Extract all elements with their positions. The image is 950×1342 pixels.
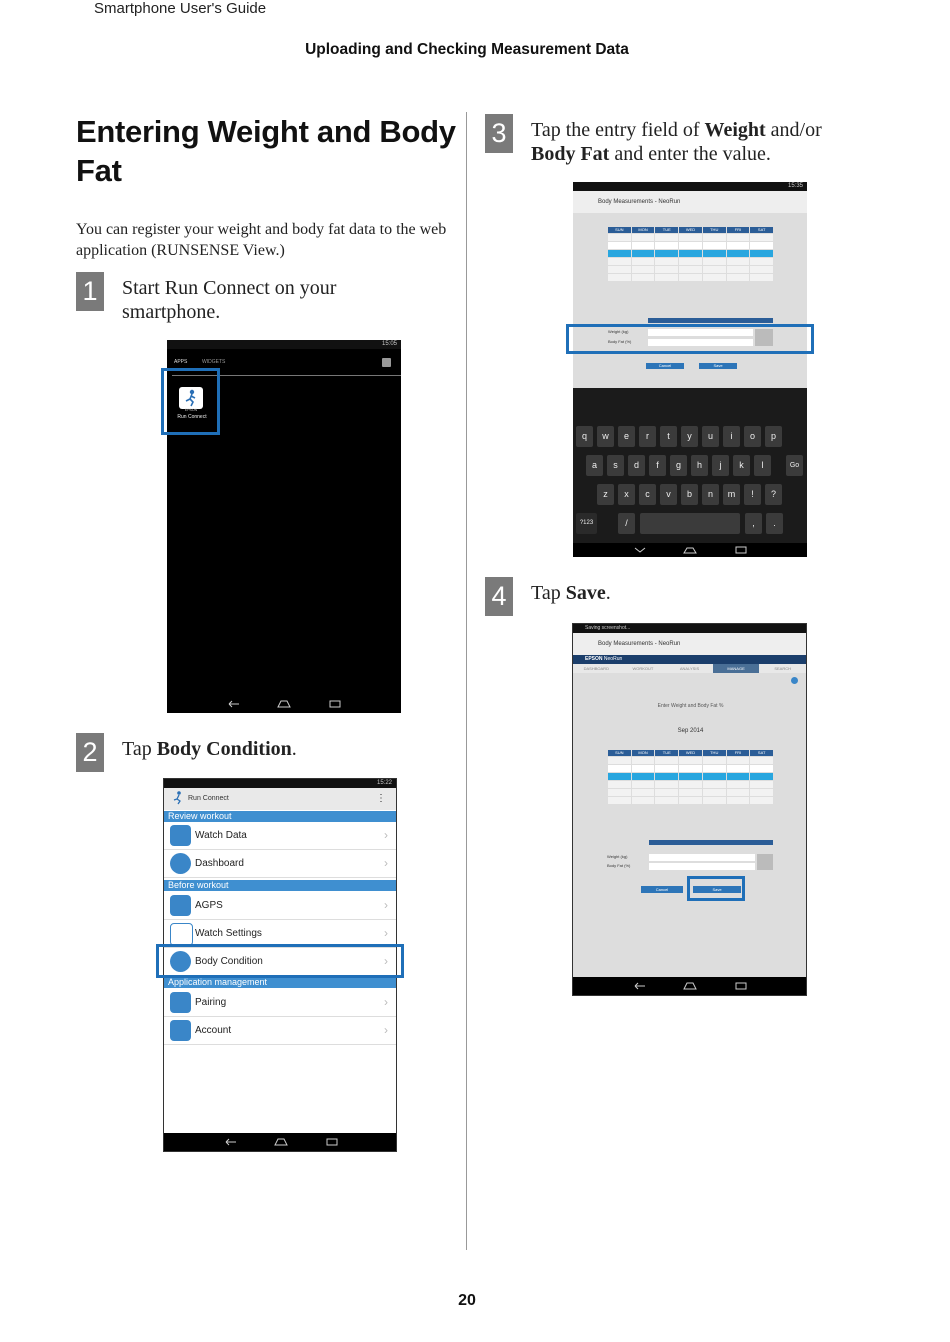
highlight-entry-fields: [566, 324, 814, 354]
running-header-section-title: Uploading and Checking Measurement Data: [305, 41, 629, 58]
calendar-day-header: THU: [703, 227, 726, 233]
key-m[interactable]: m: [723, 484, 740, 505]
highlight-body-condition: [156, 944, 404, 978]
step-3-text-after: and enter the value.: [609, 143, 771, 165]
overflow-menu-icon[interactable]: ⋮: [376, 793, 386, 804]
screenshot-entry-keyboard: [573, 182, 807, 557]
step-1-number: 1: [76, 272, 104, 311]
space-key[interactable]: [640, 513, 740, 534]
status-bar: [573, 182, 807, 191]
chevron-right-icon: ›: [384, 856, 388, 870]
calendar-row-selected: [608, 250, 774, 257]
chevron-right-icon: ›: [384, 1023, 388, 1037]
calendar-row: [608, 797, 774, 804]
menu-item-agps[interactable]: [164, 892, 396, 920]
info-icon[interactable]: [791, 677, 798, 684]
key-k[interactable]: k: [733, 455, 750, 476]
key-z[interactable]: z: [597, 484, 614, 505]
status-time: 15:35: [787, 183, 803, 189]
calendar-day-header: SUN: [608, 227, 631, 233]
step-4-bold: Save: [565, 582, 606, 604]
back-icon[interactable]: [226, 1139, 236, 1145]
site-tab-analysis[interactable]: ANALYSIS: [679, 666, 700, 671]
key-v[interactable]: v: [660, 484, 677, 505]
column-divider: [466, 112, 467, 1250]
section-review-workout: Review workout: [164, 811, 396, 822]
home-icon[interactable]: [278, 701, 290, 707]
entry-heading: Enter Weight and Body Fat %: [657, 703, 724, 709]
menu-item-label: Dashboard: [195, 858, 244, 869]
status-bar: [164, 779, 396, 788]
calendar-day-header: WED: [679, 227, 702, 233]
step-3-number: 3: [485, 114, 513, 153]
highlight-run-connect: [161, 368, 220, 435]
disabled-cells: [757, 854, 773, 870]
home-icon[interactable]: [275, 1139, 287, 1145]
home-icon[interactable]: [684, 983, 696, 989]
calendar-day-header: TUE: [655, 227, 678, 233]
person-icon: [170, 1020, 191, 1041]
key-h[interactable]: h: [691, 455, 708, 476]
calendar-header: [608, 227, 774, 233]
comma-key[interactable]: ,: [745, 513, 762, 534]
slash-key[interactable]: /: [618, 513, 635, 534]
key-a[interactable]: a: [586, 455, 603, 476]
watch-icon: [170, 992, 191, 1013]
key-b[interactable]: b: [681, 484, 698, 505]
keyboard: [573, 388, 807, 557]
calendar-day-header: SAT: [750, 750, 773, 756]
key-i[interactable]: i: [723, 426, 740, 447]
calendar-row: [608, 242, 774, 249]
key-t[interactable]: t: [660, 426, 677, 447]
calendar: [608, 750, 774, 804]
calendar-row: [608, 781, 774, 788]
calendar-day-header: SUN: [608, 750, 631, 756]
step-2-number: 2: [76, 733, 104, 772]
key-?[interactable]: ?: [765, 484, 782, 505]
calendar: [608, 227, 774, 281]
weight-label: [607, 854, 627, 859]
period-key[interactable]: .: [766, 513, 783, 534]
menu-item-label: Watch Data: [195, 830, 247, 841]
calendar-row: [608, 765, 774, 772]
site-tab-workout[interactable]: WORKOUT: [632, 666, 654, 671]
bar-chart-icon: [170, 825, 191, 846]
watch-gear-icon: [170, 923, 193, 946]
menu-item-pairing[interactable]: [164, 989, 396, 1017]
page-number: 20: [458, 1292, 476, 1309]
weight-label-text: Weight: [607, 854, 620, 859]
site-tab-search[interactable]: SEARCH: [774, 666, 791, 671]
calendar-row-selected: [608, 773, 774, 780]
save-button[interactable]: Save: [693, 886, 741, 893]
weight-unit: (kg): [621, 329, 629, 334]
month-label: Sep 2014: [677, 728, 704, 734]
chevron-right-icon: ›: [384, 995, 388, 1009]
recents-icon[interactable]: [327, 1139, 337, 1145]
status-bar: [167, 340, 401, 349]
week-header: [649, 840, 773, 845]
weight-label-text: Weight: [608, 329, 621, 334]
key-x[interactable]: x: [618, 484, 635, 505]
menu-item-label: Body Condition: [195, 956, 263, 967]
recents-icon[interactable]: [736, 983, 746, 989]
bodyfat-input-row[interactable]: [649, 863, 755, 870]
key-y[interactable]: y: [681, 426, 698, 447]
tab-apps[interactable]: APPS: [174, 359, 188, 365]
menu-item-label: AGPS: [195, 900, 223, 911]
nav-bar: [573, 543, 807, 557]
bodyfat-unit: (%): [624, 863, 631, 868]
app-bar: [573, 191, 807, 213]
go-key[interactable]: Go: [786, 455, 803, 476]
nav-bar: [164, 1133, 396, 1151]
site-tab-manage[interactable]: MANAGE: [713, 664, 760, 673]
page-title: Entering Weight and Body Fat: [76, 114, 456, 188]
nav-bar: [167, 695, 401, 713]
app-bar: [573, 633, 806, 655]
week-header: [648, 318, 773, 323]
save-button[interactable]: Save: [699, 363, 737, 369]
calendar-day-header: FRI: [727, 750, 750, 756]
key-![interactable]: !: [744, 484, 761, 505]
cancel-button[interactable]: Cancel: [641, 886, 683, 893]
site-tab-dashboard[interactable]: DASHBOARD: [583, 666, 609, 671]
key-d[interactable]: d: [628, 455, 645, 476]
nav-bar: [573, 977, 806, 995]
store-icon[interactable]: [382, 358, 391, 367]
app-title: Run Connect: [188, 795, 229, 802]
key-n[interactable]: n: [702, 484, 719, 505]
app-bar: [164, 788, 396, 810]
app-label: Run Connect: [177, 414, 207, 420]
calendar-day-header: THU: [703, 750, 726, 756]
chevron-right-icon: ›: [384, 954, 388, 968]
calendar-header: [608, 750, 774, 756]
step-1-text: Start Run Connect on your smartphone.: [122, 277, 337, 323]
bodyfat-label-text: Body Fat: [608, 339, 625, 344]
key-p[interactable]: p: [765, 426, 782, 447]
calendar-row: [608, 234, 774, 241]
section-before-workout: Before workout: [164, 880, 396, 891]
step-3-text-before: Tap the entry field of: [531, 119, 705, 141]
key-c[interactable]: c: [639, 484, 656, 505]
menu-item-account[interactable]: [164, 1017, 396, 1045]
recents-icon[interactable]: [736, 547, 746, 553]
globe-icon: [170, 853, 191, 874]
key-j[interactable]: j: [712, 455, 729, 476]
key-u[interactable]: u: [702, 426, 719, 447]
key-s[interactable]: s: [607, 455, 624, 476]
home-icon[interactable]: [684, 548, 696, 553]
key-l[interactable]: l: [754, 455, 771, 476]
app-brand: EPSON: [184, 408, 198, 412]
bodyfat-unit: (%): [625, 339, 632, 344]
hide-keyboard-icon[interactable]: [635, 548, 645, 552]
tab-widgets[interactable]: WIDGETS: [202, 359, 226, 365]
weight-unit: (kg): [620, 854, 628, 859]
key-q[interactable]: q: [576, 426, 593, 447]
status-bar: Saving screenshot...: [573, 624, 806, 633]
key-r[interactable]: r: [639, 426, 656, 447]
calendar-day-header: FRI: [727, 227, 750, 233]
bodyfat-label: [607, 863, 630, 868]
calendar-row: [608, 789, 774, 796]
step-2-text-after: .: [291, 738, 297, 760]
num-key[interactable]: ?123: [576, 513, 597, 534]
app-title: Body Measurements - NeoRun: [598, 199, 681, 205]
section-application-management: Application management: [164, 977, 396, 988]
brand-bar: [573, 655, 806, 664]
step-2-bold: Body Condition: [156, 738, 292, 760]
calendar-day-header: MON: [632, 227, 655, 233]
running-header-guide-title: Smartphone User's Guide: [94, 0, 267, 17]
runner-icon: [171, 790, 185, 806]
step-3-text-mid: and/or: [765, 119, 822, 141]
calendar-day-header: WED: [679, 750, 702, 756]
step-3-bold-bodyfat: Body Fat: [531, 143, 610, 165]
key-o[interactable]: o: [744, 426, 761, 447]
step-4-text-before: Tap: [531, 582, 566, 604]
satellite-icon: [170, 895, 191, 916]
step-4-text-after: .: [605, 582, 611, 604]
menu-item-label: Account: [195, 1025, 232, 1036]
menu-item-label: Pairing: [195, 997, 227, 1008]
key-g[interactable]: g: [670, 455, 687, 476]
menu-item-watch-data[interactable]: [164, 822, 396, 850]
step-4-number: 4: [485, 577, 513, 616]
key-e[interactable]: e: [618, 426, 635, 447]
app-title: Body Measurements - NeoRun: [598, 641, 681, 647]
calendar-row: [608, 274, 774, 281]
cancel-button[interactable]: Cancel: [646, 363, 684, 369]
calendar-day-header: MON: [632, 750, 655, 756]
screenshot-save: [572, 623, 807, 996]
step-2-text: [122, 737, 442, 761]
status-time: 15:22: [376, 780, 392, 786]
calendar-row: [608, 266, 774, 273]
back-icon[interactable]: [229, 701, 239, 707]
calendar-row: [608, 757, 774, 764]
status-time: 15:05: [381, 341, 397, 347]
intro-paragraph: You can register your weight and body fat data to the web application (RUNSENSE View.): [76, 221, 447, 259]
calendar-day-header: TUE: [655, 750, 678, 756]
key-f[interactable]: f: [649, 455, 666, 476]
chevron-right-icon: ›: [384, 898, 388, 912]
calendar-row: [608, 258, 774, 265]
bodyfat-label-text: Body Fat: [607, 863, 624, 868]
chevron-right-icon: ›: [384, 828, 388, 842]
site-tabs: [573, 664, 806, 673]
brand-app: NeoRun: [603, 656, 623, 662]
chevron-right-icon: ›: [384, 926, 388, 940]
step-3-text: [531, 118, 871, 166]
brand-name: EPSON: [585, 656, 603, 662]
calendar-day-header: SAT: [750, 227, 773, 233]
highlight-save-button: [687, 876, 745, 901]
recents-icon[interactable]: [330, 701, 340, 707]
weight-input-row[interactable]: [649, 854, 755, 861]
menu-item-dashboard[interactable]: [164, 850, 396, 878]
back-icon[interactable]: [635, 983, 645, 989]
step-3-bold-weight: Weight: [704, 119, 766, 141]
menu-item-label: Watch Settings: [195, 928, 262, 939]
step-4-text: [531, 581, 831, 605]
step-2-text-before: Tap: [122, 738, 157, 760]
key-w[interactable]: w: [597, 426, 614, 447]
